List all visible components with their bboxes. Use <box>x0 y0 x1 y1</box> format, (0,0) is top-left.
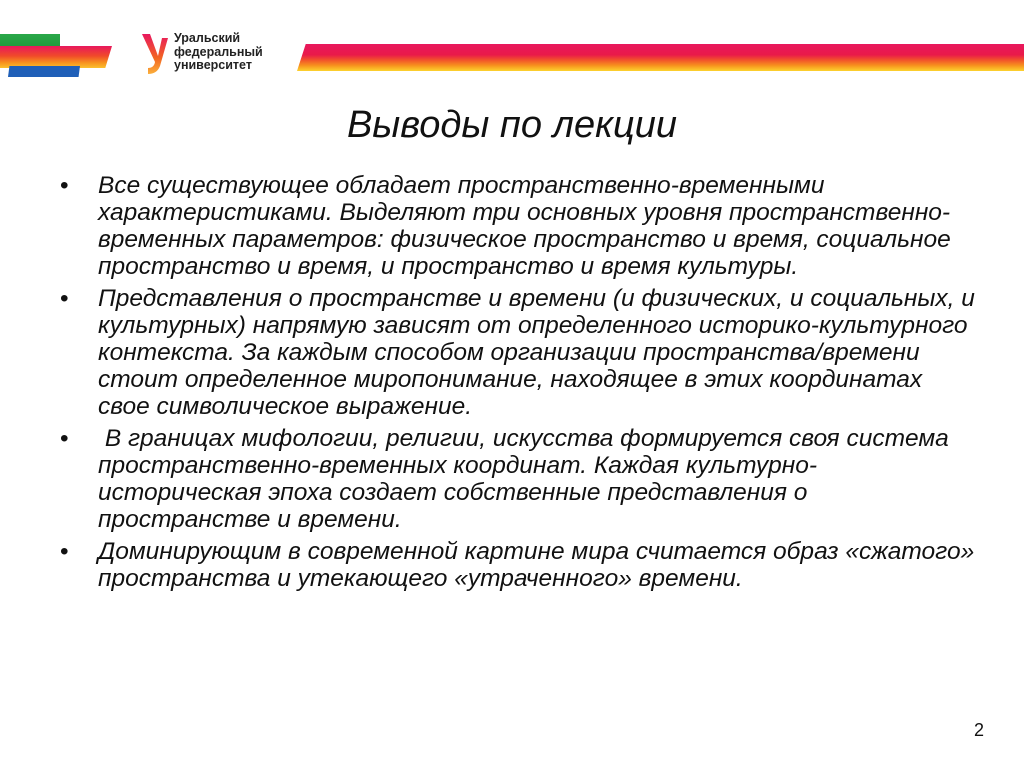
bullet-item <box>60 538 980 592</box>
bullet-list <box>60 172 980 597</box>
bullet-icon: • <box>60 425 69 452</box>
bullet-item <box>60 172 980 280</box>
bullet-text: Представления о пространстве и времени (и физических, и социальных, и культурных) напрямую зависят от определенного историко-культурного контекста. За каждым способом организации пространства/времени стоит определенное миропонимание, находящее в этих координатах свое символическое выражение. <box>98 285 975 420</box>
bullet-icon: • <box>60 538 69 565</box>
decor-stripe-header <box>297 44 1024 71</box>
logo-text <box>174 32 263 73</box>
urfu-logo-icon <box>140 32 170 76</box>
bullet-text: Доминирующим в современной картине мира считается образ «сжатого» пространства и утекающего «утраченного» времени. <box>98 538 975 592</box>
logo-line: университет <box>174 58 252 72</box>
bullet-item <box>60 425 980 533</box>
logo-line: федеральный <box>174 44 263 59</box>
bullet-text: В границах мифологии, религии, искусства формируется своя система пространственно-временных координат. Каждая культурно-историческая эпоха создает собственные представления о пространстве и времени. <box>98 425 956 533</box>
bullet-text: Все существующее обладает пространственно-временными характеристиками. Выделяют три основных уровня пространственно-временных параметров: физическое пространство и время, социальное пространство и время, и пространство и время культуры. <box>98 172 951 280</box>
page-number: 2 <box>973 720 984 740</box>
logo-line: Уральский <box>174 31 241 45</box>
slide-title: Выводы по лекции <box>346 104 678 146</box>
decor-stripe-blue <box>8 66 80 77</box>
bullet-item <box>60 285 980 420</box>
bullet-icon: • <box>60 172 69 199</box>
decor-stripe-green <box>0 34 60 48</box>
bullet-icon: • <box>60 285 69 312</box>
decor-stripe-warm <box>0 46 112 68</box>
